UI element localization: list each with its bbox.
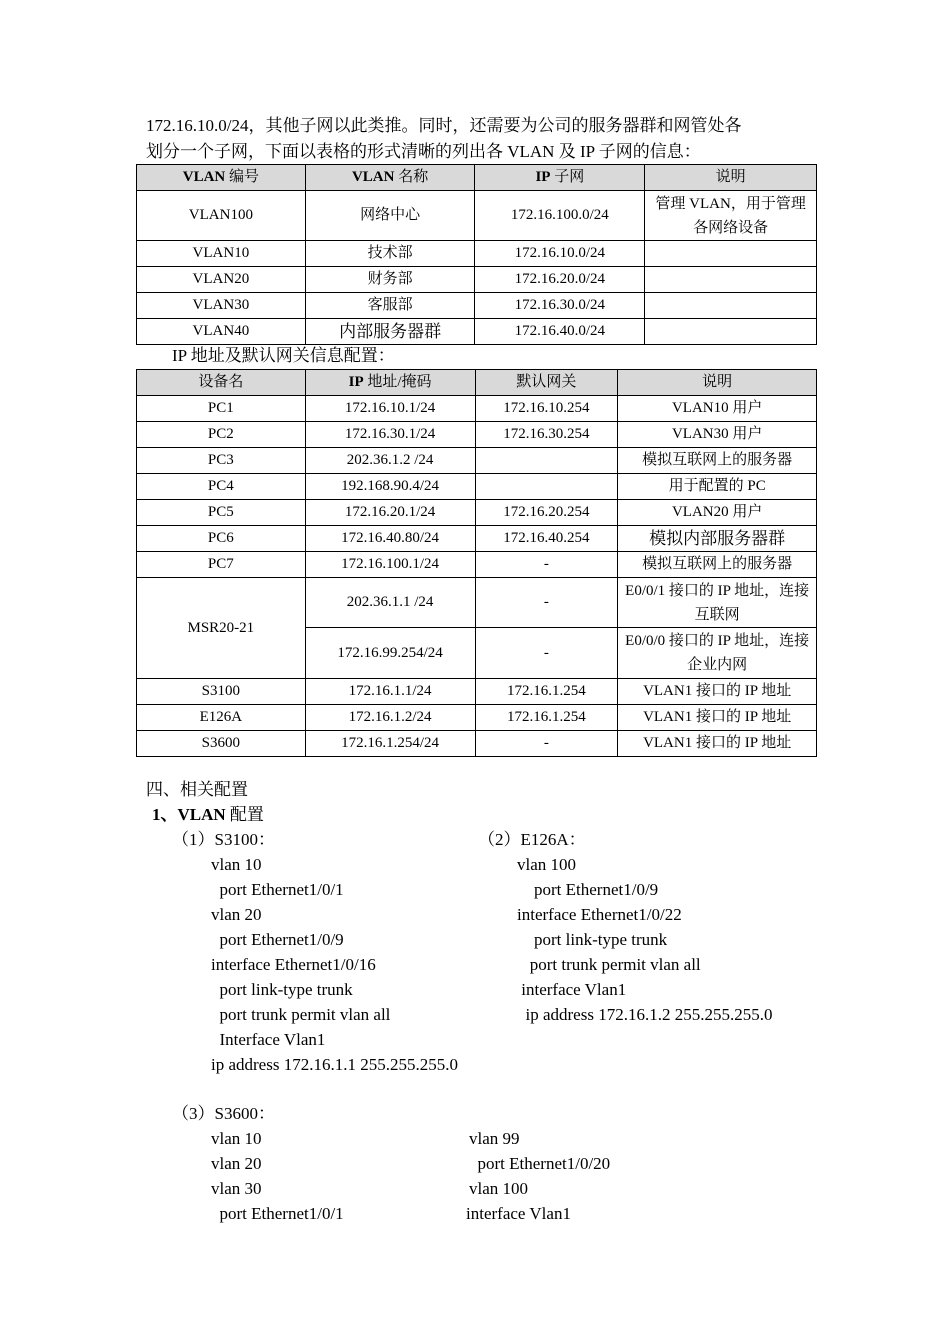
cell: 172.16.40.0/24 [475, 319, 645, 345]
cell: MSR20-21 [137, 578, 306, 679]
ip-table [136, 369, 817, 757]
cell: VLAN30 用户 [618, 422, 817, 448]
config-line: port Ethernet1/0/20 [469, 1154, 611, 1173]
cell: PC7 [137, 552, 306, 578]
s3600-title: （3）S3600： [172, 1104, 275, 1123]
header-description: 说明 [645, 165, 817, 191]
cell: 技术部 [305, 241, 475, 267]
cell: 172.16.20.254 [475, 500, 618, 526]
config-line: Interface Vlan1 [211, 1030, 326, 1049]
config-line: interface Ethernet1/0/16 [211, 955, 376, 974]
header-vlan-name: VLAN 名称 [305, 165, 475, 191]
vlan-table [136, 164, 817, 345]
cell: VLAN1 接口的 IP 地址 [618, 731, 817, 757]
config-line: ip address 172.16.1.1 255.255.255.0 [211, 1055, 458, 1074]
config-line: vlan 100 [517, 855, 577, 874]
subsection-label: 配置 [225, 805, 264, 824]
cell: 172.16.10.254 [475, 396, 618, 422]
cell: 172.16.100.1/24 [305, 552, 475, 578]
config-line: port Ethernet1/0/1 [211, 1204, 344, 1223]
table-header-row [137, 165, 817, 191]
cell [645, 267, 817, 293]
table-row [137, 267, 817, 293]
config-line: port link-type trunk [517, 930, 668, 949]
table-row [137, 241, 817, 267]
header-ip-mask: IP 地址/掩码 [305, 370, 475, 396]
cell: E0/0/1 接口的 IP 地址，连接互联网 [618, 578, 817, 628]
cell: PC3 [137, 448, 306, 474]
table-header-row [137, 370, 817, 396]
cell: PC1 [137, 396, 306, 422]
cell: - [475, 628, 618, 679]
subsection-title [152, 802, 264, 827]
table-row [137, 319, 817, 345]
cell: 192.168.90.4/24 [305, 474, 475, 500]
cell: VLAN1 接口的 IP 地址 [618, 679, 817, 705]
cell: 172.16.20.0/24 [475, 267, 645, 293]
config-line: vlan 10 [211, 855, 262, 874]
cell: 172.16.40.80/24 [305, 526, 475, 552]
config-line: interface Vlan1 [517, 980, 627, 999]
cell: S3100 [137, 679, 306, 705]
config-line: vlan 20 [211, 905, 262, 924]
cell: E0/0/0 接口的 IP 地址，连接企业内网 [618, 628, 817, 679]
cell: 172.16.1.1/24 [305, 679, 475, 705]
config-line: port Ethernet1/0/9 [517, 880, 659, 899]
cell: - [475, 578, 618, 628]
table-row [137, 474, 817, 500]
cell [475, 448, 618, 474]
cell: - [475, 552, 618, 578]
cell [475, 474, 618, 500]
table-row [137, 422, 817, 448]
cell [645, 293, 817, 319]
cell: VLAN100 [137, 191, 306, 241]
cell: VLAN40 [137, 319, 306, 345]
cell: 管理 VLAN，用于管理各网络设备 [645, 191, 817, 241]
cell: 172.16.99.254/24 [305, 628, 475, 679]
table-row [137, 705, 817, 731]
header-ip-subnet: IP 子网 [475, 165, 645, 191]
cell: PC2 [137, 422, 306, 448]
cell: 模拟内部服务器群 [618, 526, 817, 552]
config-line: vlan 10 [211, 1129, 262, 1148]
config-line: port Ethernet1/0/9 [211, 930, 344, 949]
cell: - [475, 731, 618, 757]
cell: S3600 [137, 731, 306, 757]
header-device: 设备名 [137, 370, 306, 396]
intro-line-1: 172.16.10.0/24，其他子网以此类推。同时，还需要为公司的服务器群和网管处各 [146, 116, 742, 135]
subsection-number: 1、VLAN [152, 805, 226, 824]
cell: PC4 [137, 474, 306, 500]
cell: VLAN20 [137, 267, 306, 293]
cell: VLAN30 [137, 293, 306, 319]
cell: VLAN10 用户 [618, 396, 817, 422]
cell: 172.16.10.1/24 [305, 396, 475, 422]
ip-config-heading: IP 地址及默认网关信息配置： [172, 346, 395, 365]
header-vlan-id: VLAN 编号 [137, 165, 306, 191]
config-line: port link-type trunk [211, 980, 353, 999]
cell: 172.16.10.0/24 [475, 241, 645, 267]
cell: 172.16.1.2/24 [305, 705, 475, 731]
header-description: 说明 [618, 370, 817, 396]
cell: PC5 [137, 500, 306, 526]
cell: 202.36.1.2 /24 [305, 448, 475, 474]
table-row [137, 448, 817, 474]
cell: 172.16.1.254 [475, 679, 618, 705]
cell: 172.16.20.1/24 [305, 500, 475, 526]
table-row [137, 396, 817, 422]
table-row [137, 500, 817, 526]
cell: VLAN20 用户 [618, 500, 817, 526]
config-line: interface Ethernet1/0/22 [517, 905, 682, 924]
cell: 172.16.30.1/24 [305, 422, 475, 448]
cell: 172.16.1.254 [475, 705, 618, 731]
intro-line-2: 划分一个子网，下面以表格的形式清晰的列出各 VLAN 及 IP 子网的信息： [146, 142, 701, 161]
cell: 172.16.1.254/24 [305, 731, 475, 757]
table-row [137, 679, 817, 705]
e126a-title: （2）E126A： [478, 830, 586, 849]
cell: 内部服务器群 [305, 319, 475, 345]
cell: VLAN1 接口的 IP 地址 [618, 705, 817, 731]
cell: 172.16.40.254 [475, 526, 618, 552]
table-row [137, 191, 817, 241]
cell: 财务部 [305, 267, 475, 293]
config-line: interface Vlan1 [466, 1204, 571, 1223]
config-line: port trunk permit vlan all [211, 1005, 391, 1024]
config-line: vlan 30 [211, 1179, 262, 1198]
cell: 202.36.1.1 /24 [305, 578, 475, 628]
config-line: vlan 20 [211, 1154, 262, 1173]
cell: VLAN10 [137, 241, 306, 267]
s3100-title: （1）S3100： [172, 830, 275, 849]
cell: E126A [137, 705, 306, 731]
config-line: vlan 100 [469, 1179, 529, 1198]
cell: 172.16.100.0/24 [475, 191, 645, 241]
cell: PC6 [137, 526, 306, 552]
section-title: 四、相关配置 [146, 780, 248, 799]
cell: 172.16.30.254 [475, 422, 618, 448]
config-line: ip address 172.16.1.2 255.255.255.0 [517, 1005, 773, 1024]
table-row [137, 731, 817, 757]
cell: 模拟互联网上的服务器 [618, 448, 817, 474]
cell: 模拟互联网上的服务器 [618, 552, 817, 578]
config-line: port trunk permit vlan all [517, 955, 701, 974]
cell: 客服部 [305, 293, 475, 319]
config-line: vlan 99 [469, 1129, 520, 1148]
cell: 用于配置的 PC [618, 474, 817, 500]
table-row [137, 526, 817, 552]
cell [645, 241, 817, 267]
header-gateway: 默认网关 [475, 370, 618, 396]
cell: 网络中心 [305, 191, 475, 241]
table-row [137, 293, 817, 319]
table-row [137, 578, 817, 628]
config-line: port Ethernet1/0/1 [211, 880, 344, 899]
cell: 172.16.30.0/24 [475, 293, 645, 319]
table-row [137, 552, 817, 578]
cell [645, 319, 817, 345]
